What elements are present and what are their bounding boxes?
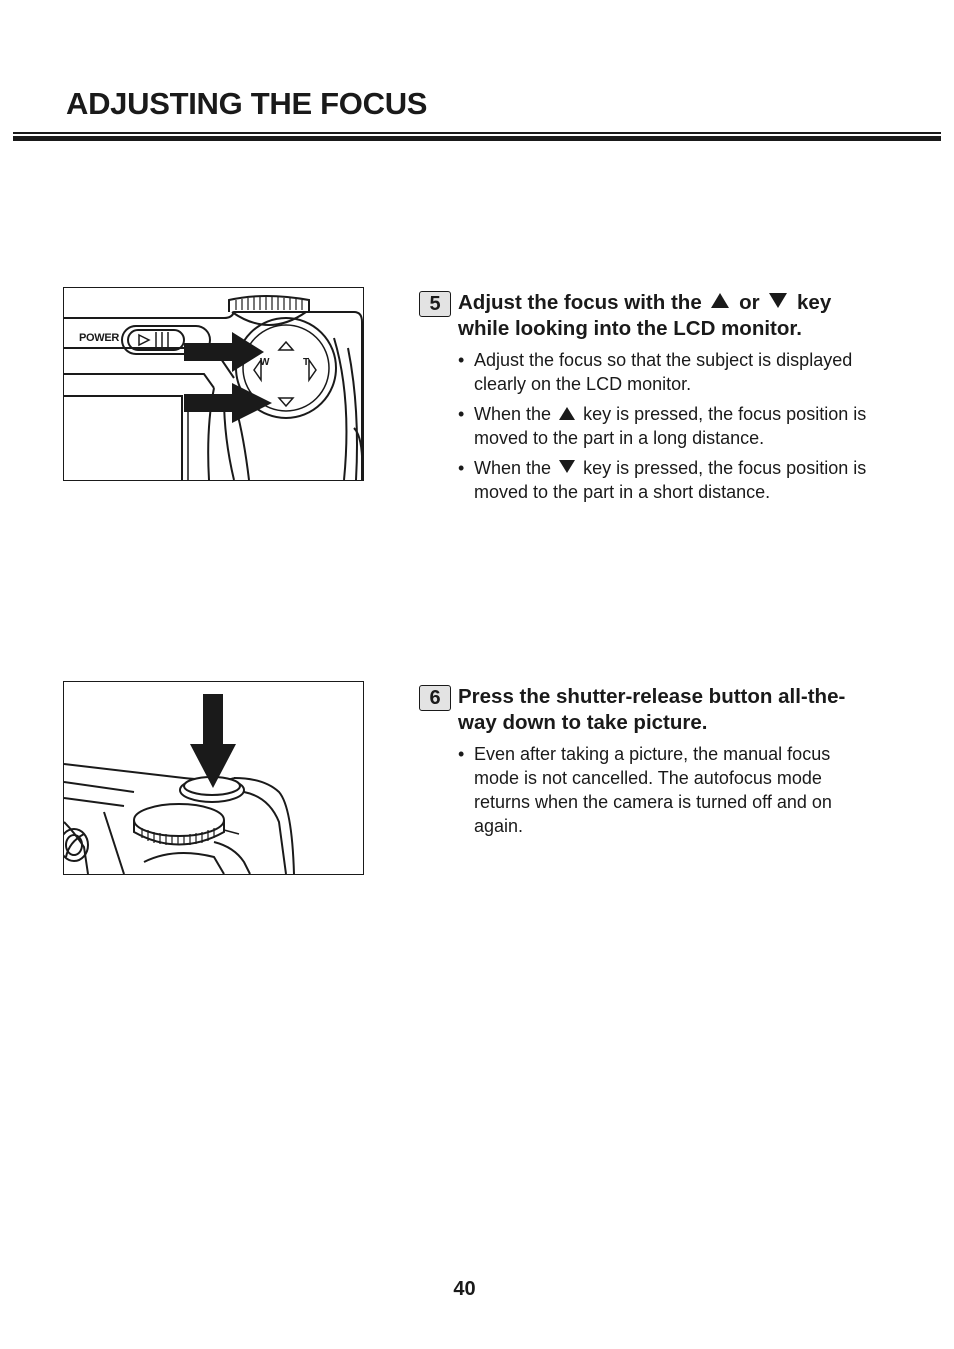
bullet-text: Even after taking a picture, the manual focus mode is not cancelled. The autofocus mode returns when the camera is turned off and on again. xyxy=(474,744,832,836)
bullet-item xyxy=(458,348,879,396)
bullet-text: key is pressed, the focus position is moved to the part in a long distance. xyxy=(474,404,867,448)
step-number-badge: 5 xyxy=(419,291,451,317)
step-6-title: Press the shutter-release button all-the-way down to take picture. xyxy=(458,685,846,734)
tele-label: T xyxy=(303,357,310,368)
up-key-icon xyxy=(711,293,729,308)
step-5-bullets xyxy=(419,348,879,504)
bullet-text: Adjust the focus so that the subject is displayed clearly on the LCD monitor. xyxy=(474,350,853,394)
page-number: 40 xyxy=(453,1278,476,1300)
down-key-icon xyxy=(769,293,787,308)
bullet-text: When the xyxy=(474,404,552,424)
step-5-header xyxy=(419,290,879,342)
page-title: ADJUSTING THE FOCUS xyxy=(66,86,428,121)
step-6-header xyxy=(419,684,879,736)
step-6 xyxy=(419,684,879,844)
wide-label: W xyxy=(260,357,270,368)
up-key-icon xyxy=(559,407,575,420)
camera-focus-keys-illustration xyxy=(63,287,364,481)
step-5-title-part1: Adjust the focus with the xyxy=(458,291,702,314)
power-label: POWER xyxy=(79,332,120,344)
step-number-badge: 6 xyxy=(419,685,451,711)
bullet-item xyxy=(458,456,879,504)
bullet-text: When the xyxy=(474,458,552,478)
title-rule-thick xyxy=(13,136,941,141)
step-5-title-or: or xyxy=(739,291,760,314)
bullet-item xyxy=(458,742,879,838)
bullet-text: key is pressed, the focus position is moved to the part in a short distance. xyxy=(474,458,867,502)
step-5-title-part2: key while looking into the LCD monitor. xyxy=(458,291,832,340)
step-6-bullets xyxy=(419,742,879,838)
bullet-item xyxy=(458,402,879,450)
shutter-release-illustration xyxy=(63,681,364,875)
step-5-title xyxy=(458,290,879,342)
title-rule-thin xyxy=(13,132,941,134)
down-key-icon xyxy=(559,460,575,473)
step-5 xyxy=(419,290,879,510)
